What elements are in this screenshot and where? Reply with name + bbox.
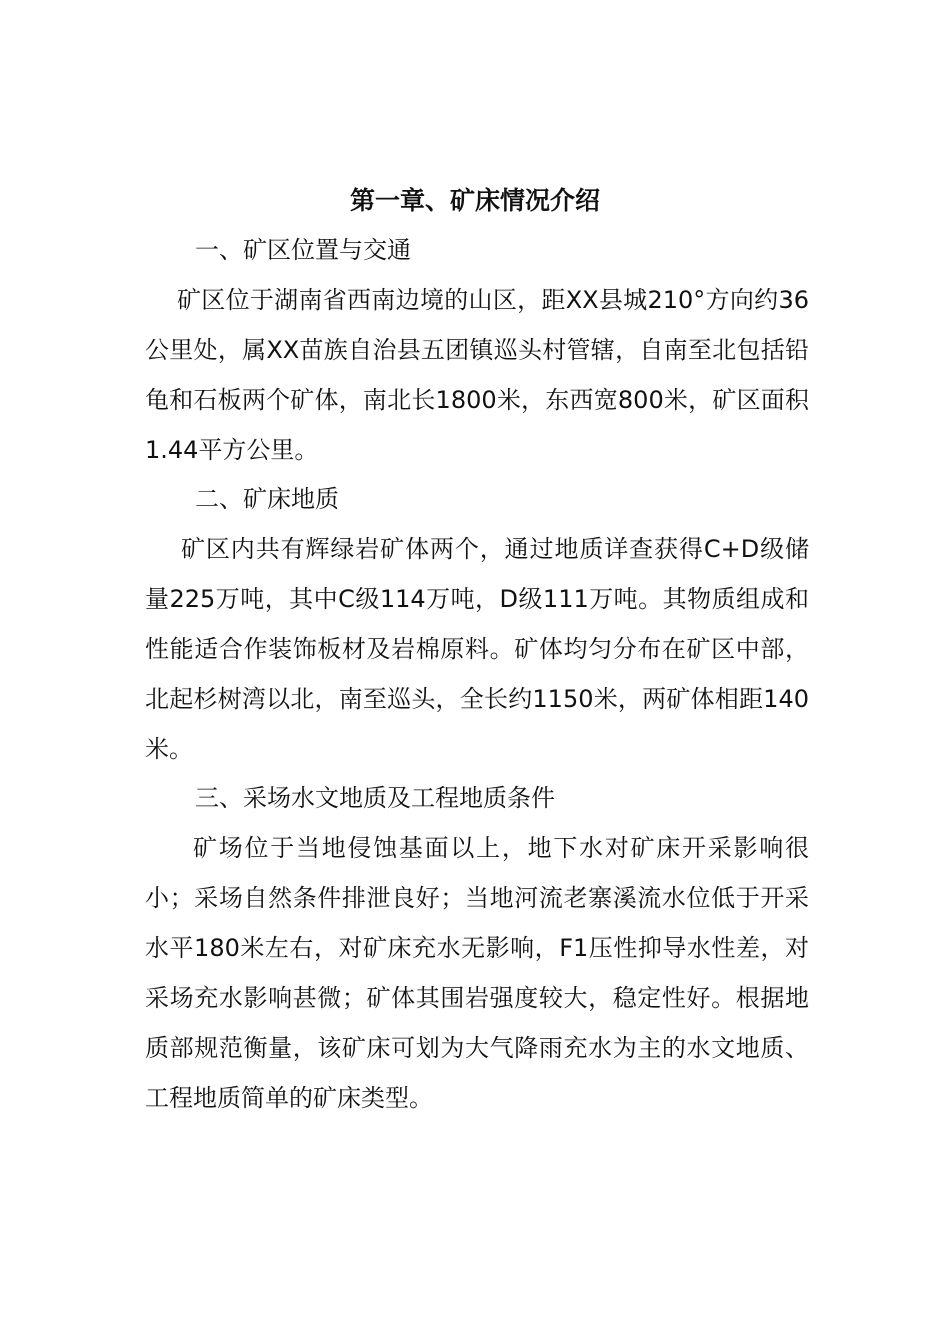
chapter-title: 第一章、矿床情况介绍: [349, 186, 600, 215]
section-heading-geology: 二、矿床地质: [195, 485, 339, 513]
section-paragraph-geology: 矿区内共有辉绿岩矿体两个，通过地质详查获得C+D级储量225万吨，其中C级114万吨，D级111万吨。其物质组成和性能适合作装饰板材及岩棉原料。矿体均匀分布在矿区中部，北起杉树湾以北，南至巡头，全长约1150米，两矿体相距140米。: [145, 535, 809, 763]
section-heading-location: 一、矿区位置与交通: [195, 236, 411, 264]
section-heading-hydrogeology: 三、采场水文地质及工程地质条件: [195, 784, 555, 812]
section-paragraph-location: 矿区位于湖南省西南边境的山区，距XX县城210°方向约36公里处，属XX苗族自治县五团镇巡头村管辖，自南至北包括铅龟和石板两个矿体，南北长1800米，东西宽800米，矿区面积1.44平方公里。: [145, 286, 809, 464]
section-paragraph-hydrogeology: 矿场位于当地侵蚀基面以上，地下水对矿床开采影响很小；采场自然条件排泄良好；当地河流老寨溪流水位低于开采水平180米左右，对矿床充水无影响，F1压性抑导水性差，对采场充水影响甚微；矿体其围岩强度较大，稳定性好。根据地质部规范衡量，该矿床可划为大气降雨充水为主的水文地质、工程地质简单的矿床类型。: [145, 834, 809, 1112]
